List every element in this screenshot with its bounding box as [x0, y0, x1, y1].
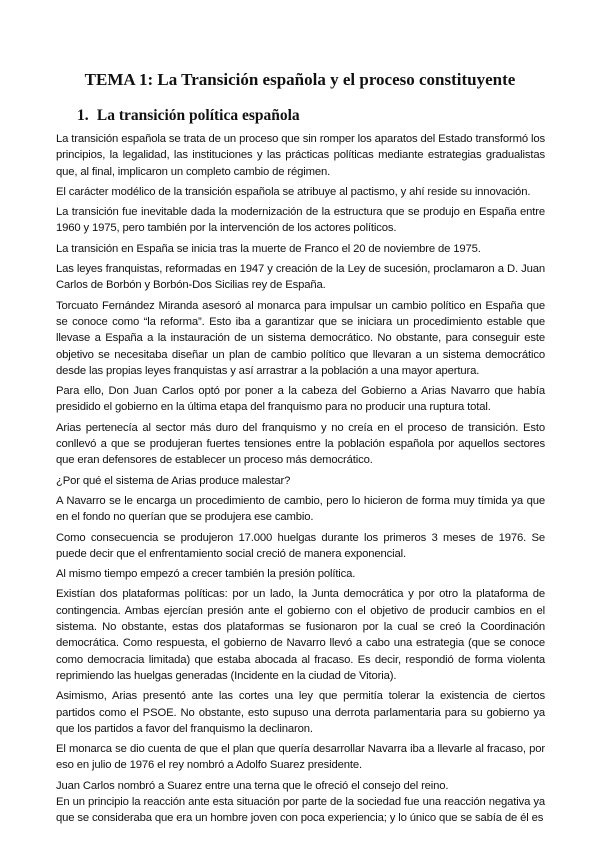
section-title: La transición política española [96, 107, 300, 124]
paragraph: En un principio la reacción ante esta situación por parte de la sociedad fue una reacción negativa ya que se consideraba que era un hombre joven con poca experiencia; y lo único que se sabía de él es [56, 795, 545, 825]
paragraph: El carácter modélico de la transición española se atribuye al pactismo, y ahí reside su innovación. [56, 185, 531, 198]
paragraph: La transición en España se inicia tras la muerte de Franco el 20 de noviembre de 1975. [56, 242, 481, 255]
paragraph: A Navarro se le encarga un procedimiento de cambio, pero lo hicieron de forma muy tímida ya que en el fondo no querían que se produjera ese cambio. [56, 494, 545, 524]
paragraph: Asimismo, Arias presentó ante las cortes una ley que permitía tolerar la existencia de ciertos partidos como el PSOE. No obstante, esto supuso una derrota parlamentaria para su gobierno ya que los partidos a favor del franquismo la declinaron. [56, 690, 545, 735]
paragraph: La transición fue inevitable dada la modernización de la estructura que se produjo en España entre 1960 y 1975, pero también por la intervención de los actores políticos. [56, 206, 545, 235]
paragraph: Torcuato Fernández Miranda asesoró al monarca para impulsar un cambio político en España que se conoce como “la reforma”. Esto iba a garantizar que se iniciara un procedimiento estable que llevase a España a la instauración de un sistema democrático. No obstante, para conseguir este objetivo se necesitaba diseñar un plan de cambio político que llevaran a un sistema democrático desde las propias leyes franquistas y así arrastrar a la población a una mayor apertura. [56, 299, 545, 377]
paragraph: La transición española se trata de un proceso que sin romper los aparatos del Estado transformó los principios, la legalidad, las instituciones y las prácticas políticas mediante estrategias gradualistas que, al final, implicaron un completo cambio de régimen. [56, 133, 545, 178]
page-title: TEMA 1: La Transición española y el proceso constituyente [84, 70, 516, 89]
section-heading [77, 107, 300, 125]
paragraph: Como consecuencia se produjeron 17.000 huelgas durante los primeros 3 meses de 1976. Se puede decir que el enfrentamiento social creció de manera exponencial. [56, 531, 545, 560]
paragraph: Las leyes franquistas, reformadas en 1947 y creación de la Ley de sucesión, proclamaron a D. Juan Carlos de Borbón y Borbón-Dos Sicilias rey de España. [56, 263, 545, 292]
paragraph: Arias pertenecía al sector más duro del franquismo y no creía en el proceso de transición. Esto conllevó a que se produjeran fuertes tensiones entre la población española por aquellos sectores que eran defensores de establecer un proceso más democrático. [56, 421, 545, 467]
document-body [56, 131, 545, 831]
paragraph: Al mismo tiempo empezó a crecer también la presión política. [56, 568, 356, 581]
section-number: 1. [77, 107, 89, 124]
paragraph: El monarca se dio cuenta de que el plan que quería desarrollar Navarra iba a llevarle al fracaso, por eso en julio de 1976 el rey nombró a Adolfo Suarez presidente. [56, 743, 545, 772]
question: ¿Por qué el sistema de Arias produce malestar? [56, 474, 291, 487]
paragraph: Para ello, Don Juan Carlos optó por poner a la cabeza del Gobierno a Arias Navarro que había presidido el gobierno en la última etapa del franquismo para no producir una ruptura total. [56, 385, 545, 414]
paragraph: Existían dos plataformas políticas: por un lado, la Junta democrática y por otro la plataforma de contingencia. Ambas ejercían presión ante el gobierno con el objetivo de producir cambios en el sistema. No obstante, estas dos plataformas se fusionaron por la cual se creó la Coordinación democrática. Como respuesta, el gobierno de Navarro llevó a cabo una estrategia (que se conoce como democracia limitada) que estaba abocada al fracaso. Es decir, respondió de forma violenta reprimiendo las huelgas generadas (Incidente en la ciudad de Vitoria). [56, 588, 545, 682]
paragraph: Juan Carlos nombró a Suarez entre una terna que le ofreció el consejo del reino. [56, 779, 449, 792]
